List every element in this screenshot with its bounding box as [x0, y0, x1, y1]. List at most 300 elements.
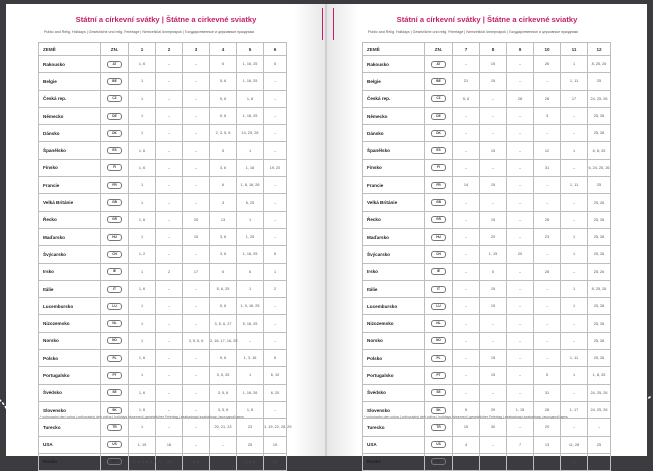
holiday-dates-cell: – — [183, 246, 210, 263]
table-row — [363, 194, 611, 211]
country-code-cell — [101, 350, 129, 367]
country-name: Belgie — [363, 73, 425, 90]
holiday-dates-cell: 30 — [480, 419, 507, 436]
table-row — [363, 228, 611, 245]
holiday-dates-cell: 1, 16, 25 — [237, 56, 264, 73]
holiday-dates-cell: – — [561, 384, 588, 401]
holiday-dates-cell: – — [156, 177, 183, 194]
holiday-dates-cell: – — [264, 73, 287, 90]
country-code-badge: HU — [107, 234, 122, 241]
holiday-dates-cell: 6 — [237, 263, 264, 280]
holiday-dates-cell: 3, 6 — [210, 246, 237, 263]
holiday-dates-cell: 1 — [129, 419, 156, 436]
holiday-dates-cell: – — [480, 453, 507, 470]
country-name: Rakousko — [363, 56, 425, 73]
country-code-badge: IE — [107, 268, 122, 275]
country-code-cell — [425, 453, 453, 470]
holiday-dates-cell: 1 — [561, 280, 588, 297]
holiday-dates-cell: – — [534, 453, 561, 470]
planner-spread — [6, 4, 647, 465]
country-code-cell — [101, 90, 129, 107]
holiday-dates-cell: 28 — [507, 90, 534, 107]
country-code-cell — [101, 159, 129, 176]
holiday-dates-cell: 1, 16, 25 — [237, 73, 264, 90]
country-code-badge: FI — [107, 164, 122, 171]
holiday-dates-cell: 17 — [183, 263, 210, 280]
holiday-dates-cell: 6 — [210, 177, 237, 194]
country-code-cell — [101, 194, 129, 211]
table-row — [39, 315, 287, 332]
country-name: Lucembursko — [363, 298, 425, 315]
holiday-dates-cell: 19, 20 — [264, 159, 287, 176]
holiday-dates-cell: 25, 26 — [588, 246, 611, 263]
holiday-dates-cell: 3 — [534, 107, 561, 124]
holiday-dates-cell: – — [183, 298, 210, 315]
holiday-dates-cell: – — [534, 315, 561, 332]
table-row — [39, 211, 287, 228]
holiday-dates-cell: 2, 16, 17, 16, 25 — [210, 332, 237, 349]
holiday-dates-cell: 25 — [588, 73, 611, 90]
table-row — [363, 107, 611, 124]
country-code-cell — [425, 125, 453, 142]
column-header-month: 7 — [453, 43, 480, 56]
holiday-dates-cell: 1, 8, 9 — [237, 453, 264, 470]
holiday-dates-cell: – — [264, 315, 287, 332]
holiday-dates-cell: 1, 8 — [237, 90, 264, 107]
holiday-dates-cell: 20 — [480, 228, 507, 245]
holiday-dates-cell: – — [210, 436, 237, 453]
holiday-dates-cell: 15 — [480, 177, 507, 194]
country-code-badge: BE — [107, 78, 122, 85]
holiday-dates-cell: 5, 16, 25 — [237, 315, 264, 332]
holiday-dates-cell: 3, 5, 25 — [210, 367, 237, 384]
country-code-badge: SK — [107, 407, 122, 414]
holiday-dates-cell: – — [183, 177, 210, 194]
holiday-dates-cell: 19 — [264, 436, 287, 453]
holiday-dates-cell: – — [588, 419, 611, 436]
holiday-dates-cell: – — [561, 263, 588, 280]
holiday-dates-cell: 23 — [156, 453, 183, 470]
country-code-badge: CH — [107, 251, 122, 258]
table-row — [39, 298, 287, 315]
holiday-dates-cell: 1, 6 — [129, 159, 156, 176]
country-code-cell — [101, 367, 129, 384]
right-holiday-table — [362, 42, 611, 471]
holiday-dates-cell: – — [534, 73, 561, 90]
right-edge-mark — [333, 8, 334, 40]
holiday-dates-cell: 25, 26 — [588, 194, 611, 211]
country-code-cell — [101, 263, 129, 280]
holiday-dates-cell: – — [183, 419, 210, 436]
country-code-badge: NL — [431, 320, 446, 327]
right-binding-dots — [628, 395, 652, 443]
holiday-dates-cell: – — [453, 246, 480, 263]
country-name: Rakousko — [39, 56, 101, 73]
holiday-dates-cell: 24, 25, 26 — [588, 90, 611, 107]
holiday-dates-cell: 12 — [264, 453, 287, 470]
country-name: Maďarsko — [363, 228, 425, 245]
table-row — [363, 298, 611, 315]
holiday-dates-cell: – — [507, 263, 534, 280]
country-code-cell — [101, 280, 129, 297]
country-code-badge: IT — [431, 286, 446, 293]
holiday-dates-cell: – — [453, 125, 480, 142]
holiday-dates-cell: 7 — [507, 436, 534, 453]
holiday-dates-cell: 16 — [156, 436, 183, 453]
holiday-dates-cell: – — [561, 419, 588, 436]
table-row — [39, 263, 287, 280]
country-code-badge: LU — [431, 303, 446, 310]
holiday-dates-cell: 15 — [480, 298, 507, 315]
holiday-dates-cell: – — [507, 367, 534, 384]
country-code-cell — [425, 159, 453, 176]
holiday-dates-cell: 29 — [480, 401, 507, 418]
holiday-dates-cell: 25, 26 — [588, 228, 611, 245]
holiday-dates-cell: 6 — [264, 246, 287, 263]
country-name: Lucembursko — [39, 298, 101, 315]
country-code-badge: ES — [107, 147, 122, 154]
holiday-dates-cell: – — [453, 142, 480, 159]
holiday-dates-cell: – — [480, 194, 507, 211]
holiday-dates-cell: – — [183, 401, 210, 418]
holiday-dates-cell: – — [453, 228, 480, 245]
holiday-dates-cell: 1, 15 — [480, 246, 507, 263]
holiday-dates-cell: – — [264, 125, 287, 142]
holiday-dates-cell: – — [264, 177, 287, 194]
country-code-cell — [425, 211, 453, 228]
holiday-dates-cell: 1, 25 — [237, 228, 264, 245]
table-row — [363, 177, 611, 194]
holiday-dates-cell: 28 — [534, 90, 561, 107]
holiday-dates-cell: 1, 11 — [561, 177, 588, 194]
table-row — [39, 436, 287, 453]
holiday-dates-cell: 25 — [237, 436, 264, 453]
holiday-dates-cell: 31 — [534, 159, 561, 176]
holiday-dates-cell: 15 — [183, 228, 210, 245]
column-header-code: ZN. — [101, 43, 129, 56]
table-row — [363, 350, 611, 367]
holiday-dates-cell: 5 — [480, 263, 507, 280]
holiday-dates-cell: – — [561, 125, 588, 142]
holiday-dates-cell: – — [183, 384, 210, 401]
holiday-dates-cell: – — [507, 56, 534, 73]
table-row — [363, 56, 611, 73]
country-name: Norsko — [39, 332, 101, 349]
holiday-dates-cell: – — [534, 194, 561, 211]
holiday-dates-cell: – — [183, 90, 210, 107]
country-name: Finsko — [39, 159, 101, 176]
holiday-dates-cell: 11, 28 — [561, 436, 588, 453]
holiday-dates-cell: 1, 6 — [129, 401, 156, 418]
country-code-cell — [425, 56, 453, 73]
left-page-title: Státní a církevní svátky | Štátne a cirkevné sviatky — [75, 15, 257, 24]
holiday-dates-cell: 1, 19, 22, 28, 29 — [264, 419, 287, 436]
holiday-dates-cell: 4 — [453, 436, 480, 453]
holiday-dates-cell: – — [561, 159, 588, 176]
holiday-dates-cell: – — [156, 125, 183, 142]
holiday-dates-cell: – — [507, 159, 534, 176]
holiday-dates-cell: – — [156, 194, 183, 211]
holiday-dates-cell: 28 — [534, 211, 561, 228]
country-code-badge: LU — [107, 303, 122, 310]
country-name: Rusko — [363, 453, 425, 470]
holiday-dates-cell: 3, 5, 6, 27 — [210, 315, 237, 332]
country-code-cell — [425, 107, 453, 124]
country-name: Rusko — [39, 453, 101, 470]
left-holiday-table — [38, 42, 292, 471]
table-row — [363, 159, 611, 176]
holiday-dates-cell: 23 — [534, 228, 561, 245]
country-name: Španělsko — [39, 142, 101, 159]
holiday-dates-cell: 15 — [480, 73, 507, 90]
holiday-dates-cell: 1, 11 — [561, 73, 588, 90]
country-name: Dánsko — [363, 125, 425, 142]
holiday-dates-cell: 5, 6 — [210, 73, 237, 90]
country-code-badge: CZ — [107, 95, 122, 102]
holiday-dates-cell: 26 — [534, 56, 561, 73]
country-name: Slovensko — [39, 401, 101, 418]
country-code-cell — [425, 263, 453, 280]
holiday-dates-cell: 14, 25, 26 — [237, 125, 264, 142]
holiday-dates-cell: 5 — [534, 367, 561, 384]
country-code-badge: IT — [107, 286, 122, 293]
country-code-badge: US — [107, 441, 122, 448]
country-code-badge: CH — [431, 251, 446, 258]
holiday-dates-cell: – — [453, 107, 480, 124]
table-row — [363, 315, 611, 332]
country-code-cell — [101, 228, 129, 245]
country-name: Řecko — [39, 211, 101, 228]
column-header-month: 8 — [480, 43, 507, 56]
country-name: Nizozemsko — [39, 315, 101, 332]
holiday-dates-cell: – — [534, 246, 561, 263]
holiday-dates-cell: 28 — [534, 401, 561, 418]
country-code-cell — [101, 436, 129, 453]
holiday-dates-cell: – — [156, 367, 183, 384]
holiday-dates-cell: – — [264, 298, 287, 315]
holiday-dates-cell: 2 — [264, 280, 287, 297]
holiday-dates-cell: 25, 26 — [588, 350, 611, 367]
holiday-dates-cell: 6, 24, 25, 26 — [588, 159, 611, 176]
holiday-dates-cell: 5 — [453, 401, 480, 418]
table-row — [363, 90, 611, 107]
holiday-dates-cell: – — [453, 211, 480, 228]
holiday-dates-cell: – — [453, 280, 480, 297]
country-name: Belgie — [39, 73, 101, 90]
country-code-badge: FR — [431, 182, 446, 189]
holiday-dates-cell: 1, 8, 16, 26 — [237, 177, 264, 194]
holiday-dates-cell: – — [507, 211, 534, 228]
country-name: Španělsko — [363, 142, 425, 159]
holiday-dates-cell: – — [507, 315, 534, 332]
holiday-dates-cell: 3, 6 — [210, 159, 237, 176]
country-code-badge: BE — [431, 78, 446, 85]
table-row — [39, 419, 287, 436]
holiday-dates-cell: 14 — [453, 177, 480, 194]
holiday-dates-cell: – — [453, 159, 480, 176]
country-name: Dánsko — [39, 125, 101, 142]
holiday-dates-cell: – — [453, 453, 480, 470]
country-code-badge: PL — [431, 355, 446, 362]
holiday-dates-cell: 3, 5, 6 — [210, 384, 237, 401]
holiday-dates-cell: 1 — [237, 367, 264, 384]
country-name: Irsko — [363, 263, 425, 280]
holiday-dates-cell: 1 — [561, 246, 588, 263]
country-name: Česká rep. — [363, 90, 425, 107]
country-code-cell — [101, 332, 129, 349]
table-row — [363, 384, 611, 401]
country-code-badge: CZ — [431, 95, 446, 102]
country-code-cell — [101, 107, 129, 124]
table-row — [363, 246, 611, 263]
holiday-dates-cell: 5, 6 — [210, 350, 237, 367]
holiday-dates-cell: 1 — [561, 56, 588, 73]
holiday-dates-cell: – — [183, 56, 210, 73]
holiday-dates-cell: 25, 26 — [588, 298, 611, 315]
holiday-dates-cell: 24, 25, 26 — [588, 384, 611, 401]
holiday-dates-cell: – — [156, 384, 183, 401]
holiday-dates-cell: – — [264, 401, 287, 418]
holiday-dates-cell: 25 — [588, 177, 611, 194]
holiday-dates-cell: 1, 16, 26 — [237, 384, 264, 401]
country-code-badge: SE — [431, 389, 446, 396]
holiday-dates-cell: 1, 16, 25 — [237, 246, 264, 263]
holiday-dates-cell: – — [507, 298, 534, 315]
country-name: Norsko — [363, 332, 425, 349]
right-page-title: Státní a církevní svátky | Štátne a cirkevné sviatky — [396, 15, 578, 24]
country-name: Francie — [39, 177, 101, 194]
holiday-dates-cell: 5, 6 — [210, 298, 237, 315]
holiday-dates-cell: 6, 8, 25 — [588, 142, 611, 159]
column-header-month: 10 — [534, 43, 561, 56]
table-row — [363, 73, 611, 90]
table-row — [363, 263, 611, 280]
holiday-dates-cell: 20, 21, 23 — [210, 419, 237, 436]
column-header-month: 1 — [129, 43, 156, 56]
holiday-dates-cell: 6, 25 — [237, 194, 264, 211]
holiday-dates-cell: 1, 6 — [129, 142, 156, 159]
table-row — [39, 228, 287, 245]
country-code-cell — [425, 419, 453, 436]
country-code-cell — [101, 384, 129, 401]
holiday-dates-cell: – — [264, 142, 287, 159]
country-code-cell — [425, 73, 453, 90]
holiday-dates-cell: – — [480, 436, 507, 453]
holiday-dates-cell: 4 — [561, 453, 588, 470]
holiday-dates-cell: – — [561, 211, 588, 228]
holiday-dates-cell: 1, 2, 3, 4, 5, 6, 7, 8 — [129, 453, 156, 470]
country-name: Švédsko — [363, 384, 425, 401]
country-code-cell — [101, 211, 129, 228]
holiday-dates-cell: 6 — [264, 350, 287, 367]
country-name: Turecko — [363, 419, 425, 436]
left-edge-mark — [322, 8, 323, 40]
holiday-dates-cell: – — [534, 280, 561, 297]
table-row — [39, 332, 287, 349]
left-footnote: * volnoradní den volna | voľnoradný deň voľna | holidays observed | gesetzlicher Feiertag | szabadnapi szabadnap | выходной день — [40, 415, 245, 419]
holiday-dates-cell: 1 — [561, 298, 588, 315]
table-row — [363, 367, 611, 384]
holiday-dates-cell: 2, 3, 5, 6 — [210, 125, 237, 142]
holiday-dates-cell: 1 — [129, 177, 156, 194]
holiday-dates-cell: 5, 6 — [453, 90, 480, 107]
holiday-dates-cell: 15 — [453, 419, 480, 436]
holiday-dates-cell: 1 — [129, 367, 156, 384]
country-code-cell — [101, 177, 129, 194]
holiday-dates-cell: – — [156, 401, 183, 418]
holiday-dates-cell: – — [156, 159, 183, 176]
column-header-month: 12 — [588, 43, 611, 56]
holiday-dates-cell: 1 — [561, 228, 588, 245]
country-code-cell — [101, 315, 129, 332]
country-code-cell — [425, 228, 453, 245]
holiday-dates-cell: 25, 26 — [588, 263, 611, 280]
holiday-dates-cell: 1, 11 — [561, 350, 588, 367]
holiday-dates-cell: 15 — [480, 280, 507, 297]
holiday-dates-cell: – — [264, 211, 287, 228]
column-header-code: ZN. — [425, 43, 453, 56]
holiday-dates-cell: 5, 6, 25 — [210, 280, 237, 297]
holiday-dates-cell: – — [480, 90, 507, 107]
table-row — [363, 436, 611, 453]
country-name: Maďarsko — [39, 228, 101, 245]
holiday-dates-cell: – — [453, 315, 480, 332]
table-row — [39, 384, 287, 401]
holiday-dates-cell: 25, 26 — [588, 125, 611, 142]
holiday-dates-cell: – — [156, 332, 183, 349]
country-name: Irsko — [39, 263, 101, 280]
country-code-cell — [425, 194, 453, 211]
holiday-dates-cell: 13 — [210, 211, 237, 228]
holiday-dates-cell: – — [480, 125, 507, 142]
country-code-cell — [101, 142, 129, 159]
table-row — [363, 419, 611, 436]
holiday-dates-cell: – — [183, 194, 210, 211]
holiday-dates-cell: – — [156, 350, 183, 367]
country-code-cell — [425, 315, 453, 332]
holiday-dates-cell: 1 — [129, 332, 156, 349]
holiday-dates-cell: – — [183, 436, 210, 453]
table-row — [39, 125, 287, 142]
holiday-dates-cell: – — [156, 211, 183, 228]
holiday-dates-cell: – — [534, 298, 561, 315]
holiday-dates-cell: 1 — [129, 107, 156, 124]
holiday-dates-cell: 17 — [561, 90, 588, 107]
holiday-dates-cell: – — [453, 367, 480, 384]
holiday-dates-cell: 1, 6 — [129, 56, 156, 73]
holiday-dates-cell: 13 — [534, 436, 561, 453]
holiday-dates-cell: 1 — [129, 315, 156, 332]
holiday-dates-cell: 29 — [534, 419, 561, 436]
holiday-dates-cell: 1, 9, 16, 25 — [237, 298, 264, 315]
column-header-month: 3 — [183, 43, 210, 56]
holiday-dates-cell: – — [453, 332, 480, 349]
country-name: Velká Británie — [363, 194, 425, 211]
holiday-dates-cell: – — [156, 315, 183, 332]
column-header-month: 9 — [507, 43, 534, 56]
holiday-dates-cell: – — [183, 367, 210, 384]
holiday-dates-cell: 1 — [237, 142, 264, 159]
holiday-dates-cell: 1, 6 — [129, 350, 156, 367]
column-header-month: 4 — [210, 43, 237, 56]
country-code-cell — [425, 280, 453, 297]
holiday-dates-cell: 1 — [561, 367, 588, 384]
country-code-cell — [101, 298, 129, 315]
country-code-cell — [425, 384, 453, 401]
holiday-dates-cell: 28 — [534, 263, 561, 280]
holiday-dates-cell: 15 — [480, 350, 507, 367]
table-row — [39, 453, 287, 470]
